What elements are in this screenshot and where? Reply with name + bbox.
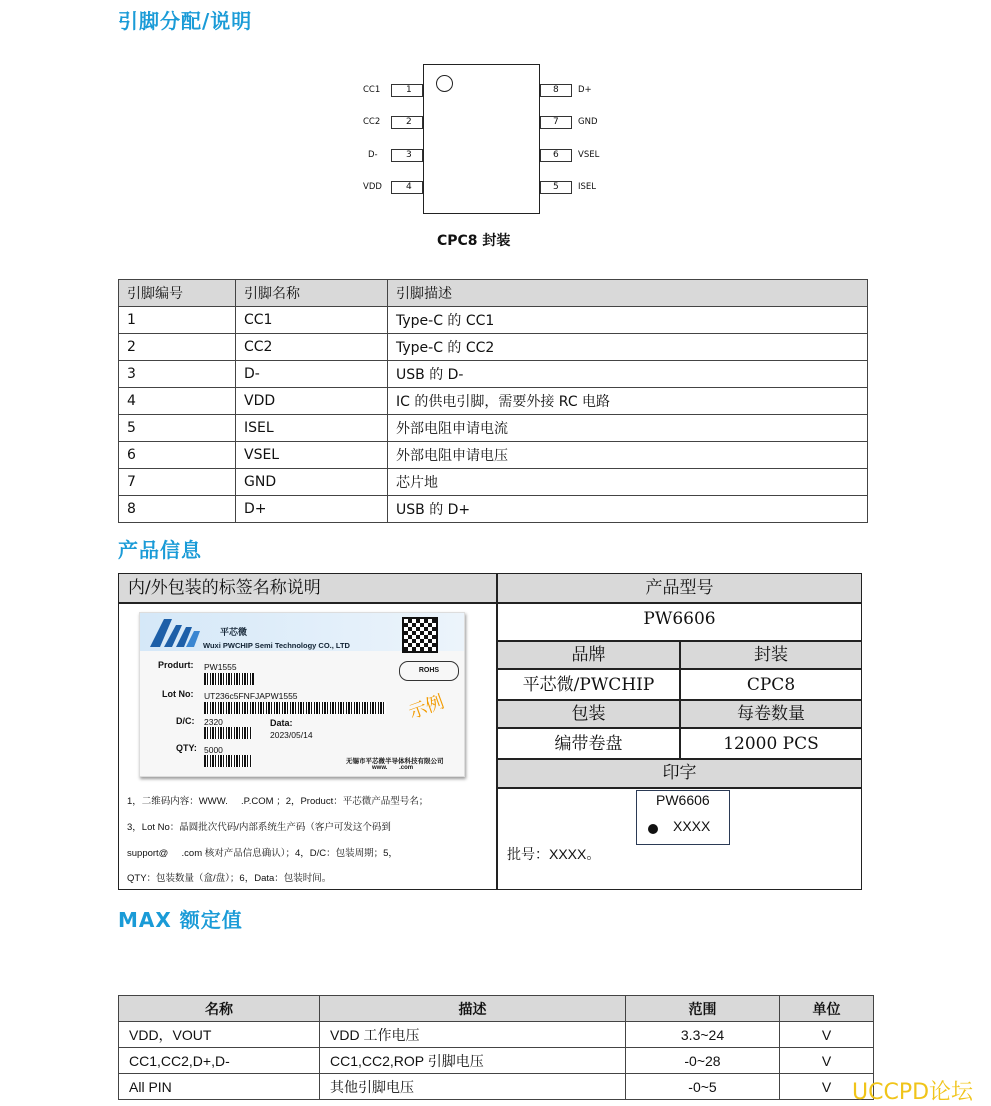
table-row bbox=[119, 415, 868, 442]
max-ratings-table bbox=[118, 995, 874, 1100]
cell: D+ bbox=[236, 496, 388, 523]
header-range: 范围 bbox=[626, 996, 780, 1022]
cell: 7 bbox=[119, 469, 236, 496]
header-desc: 描述 bbox=[320, 996, 626, 1022]
table-row bbox=[119, 496, 868, 523]
label-data-value: 2023/05/14 bbox=[270, 730, 313, 740]
label-note-line: QTY：包装数量（盒/盘）；6，Data：包装时间。 bbox=[127, 873, 332, 884]
cell: Type-C 的 CC1 bbox=[388, 307, 868, 334]
cell: V bbox=[780, 1074, 874, 1100]
cell: 外部电阻申请电流 bbox=[388, 415, 868, 442]
cell: IC 的供电引脚，需要外接 RC 电路 bbox=[388, 388, 868, 415]
cell: 4 bbox=[119, 388, 236, 415]
label-footer-cn: 无锡市平芯微半导体科技有限公司 bbox=[346, 757, 444, 765]
label-note-line: support@ .com 核对产品信息确认）；4，D/C：包装周期；5， bbox=[127, 848, 398, 859]
qty-value: 12000 PCS bbox=[723, 734, 819, 754]
table-row bbox=[119, 307, 868, 334]
label-desc-header: 内/外包装的标签名称说明 bbox=[119, 574, 497, 603]
cell: USB 的 D+ bbox=[388, 496, 868, 523]
pin-number-box: 3 bbox=[391, 149, 423, 162]
cell: CC1,CC2,ROP 引脚电压 bbox=[320, 1048, 626, 1074]
pin-number-box: 1 bbox=[391, 84, 423, 97]
table-row bbox=[119, 334, 868, 361]
label-note-line: 1，二维码内容：WWW. .P.COM ；2，Product：平芯微产品型号名； bbox=[127, 796, 429, 807]
cell: 5 bbox=[119, 415, 236, 442]
header-name: 名称 bbox=[119, 996, 320, 1022]
brand-value: 平芯微/PWCHIP bbox=[522, 675, 655, 695]
package-value: CPC8 bbox=[746, 675, 796, 695]
cell: CC1,CC2,D+,D- bbox=[119, 1048, 320, 1074]
table-row bbox=[119, 469, 868, 496]
model-header: 产品型号 bbox=[498, 574, 861, 603]
marking-line2: XXXX bbox=[673, 818, 711, 834]
pin1-marker-icon bbox=[436, 75, 453, 92]
barcode-icon bbox=[204, 727, 252, 739]
header-unit: 单位 bbox=[780, 996, 874, 1022]
pin-number-box: 6 bbox=[540, 149, 572, 162]
brand-header: 品牌 bbox=[498, 642, 679, 669]
marking-header: 印字 bbox=[498, 760, 861, 787]
pin-number-box: 7 bbox=[540, 116, 572, 129]
pack-value: 编带卷盘 bbox=[554, 734, 623, 754]
cell: 1 bbox=[119, 307, 236, 334]
cell: All PIN bbox=[119, 1074, 320, 1100]
barcode-icon bbox=[204, 755, 252, 767]
pin-label: D+ bbox=[578, 85, 592, 95]
label-qty-value: 5000 bbox=[204, 745, 223, 755]
label-company: Wuxi PWCHIP Semi Technology CO., LTD bbox=[203, 641, 350, 650]
table-row bbox=[119, 388, 868, 415]
label-footer-url: www. .com bbox=[372, 765, 414, 771]
pin-label: CC1 bbox=[363, 85, 381, 95]
sample-label-image bbox=[139, 612, 465, 777]
pin-label: VDD bbox=[363, 182, 382, 192]
cell: V bbox=[780, 1022, 874, 1048]
barcode-icon bbox=[204, 673, 254, 685]
cell: 外部电阻申请电压 bbox=[388, 442, 868, 469]
table-row bbox=[119, 1074, 874, 1100]
label-lot-value: UT236c5FNFJAPW1555 bbox=[204, 691, 298, 701]
pin-label: GND bbox=[578, 117, 598, 127]
cell: 8 bbox=[119, 496, 236, 523]
cell: V bbox=[780, 1048, 874, 1074]
sample-stamp: 示例 bbox=[406, 691, 448, 724]
label-dc: D/C: bbox=[176, 716, 195, 726]
label-qty: QTY: bbox=[176, 743, 197, 753]
pin-label: CC2 bbox=[363, 117, 381, 127]
cell: Type-C 的 CC2 bbox=[388, 334, 868, 361]
pin-number-box: 5 bbox=[540, 181, 572, 194]
section-heading-product: 产品信息 bbox=[118, 538, 202, 562]
section-heading-pins: 引脚分配/说明 bbox=[118, 9, 253, 33]
cell: VDD bbox=[236, 388, 388, 415]
cell: USB 的 D- bbox=[388, 361, 868, 388]
cell: -0~5 bbox=[626, 1074, 780, 1100]
label-lot: Lot No: bbox=[162, 689, 194, 699]
label-note-line: 3，Lot No：晶圆批次代码/内部系统生产码（客户可发这个码到 bbox=[127, 822, 391, 833]
label-produrt-value: PW1555 bbox=[204, 662, 237, 672]
package-header: 封装 bbox=[681, 642, 861, 669]
cell: -0~28 bbox=[626, 1048, 780, 1074]
barcode-icon bbox=[204, 702, 386, 714]
label-produrt: Produrt: bbox=[158, 660, 194, 670]
cell: CC1 bbox=[236, 307, 388, 334]
cell: ISEL bbox=[236, 415, 388, 442]
watermark: UCCPD论坛 bbox=[852, 1080, 974, 1105]
marking-line1: PW6606 bbox=[656, 792, 710, 808]
header-pin-name: 引脚名称 bbox=[236, 280, 388, 307]
cell: GND bbox=[236, 469, 388, 496]
cell: 2 bbox=[119, 334, 236, 361]
pwchip-logo-icon bbox=[150, 617, 206, 649]
cell: 芯片地 bbox=[388, 469, 868, 496]
cell: CC2 bbox=[236, 334, 388, 361]
table-row bbox=[119, 1048, 874, 1074]
pin-number-box: 8 bbox=[540, 84, 572, 97]
pin-number-box: 2 bbox=[391, 116, 423, 129]
chip-body bbox=[423, 64, 540, 214]
table-header-row bbox=[119, 996, 874, 1022]
marking-box bbox=[636, 790, 730, 845]
header-pin-number: 引脚编号 bbox=[119, 280, 236, 307]
pin-label: ISEL bbox=[578, 182, 597, 192]
pin-label: D- bbox=[368, 150, 378, 160]
pin-number-box: 4 bbox=[391, 181, 423, 194]
batch-text: 批号：XXXX。 bbox=[507, 846, 601, 862]
cell: D- bbox=[236, 361, 388, 388]
pin-table bbox=[118, 279, 868, 523]
header-pin-desc: 引脚描述 bbox=[388, 280, 868, 307]
label-data: Data: bbox=[270, 718, 293, 728]
model-value: PW6606 bbox=[643, 609, 716, 629]
pack-header: 包装 bbox=[498, 701, 679, 728]
rohs-badge: ROHS bbox=[399, 661, 459, 681]
qty-header: 每卷数量 bbox=[681, 701, 861, 728]
package-caption: CPC8 封装 bbox=[437, 233, 511, 249]
label-brand-cn: 平芯微 bbox=[220, 628, 248, 638]
table-row bbox=[119, 442, 868, 469]
section-heading-max: MAX 额定值 bbox=[118, 908, 243, 932]
table-header-row bbox=[119, 280, 868, 307]
cell: 3.3~24 bbox=[626, 1022, 780, 1048]
label-dc-value: 2320 bbox=[204, 717, 223, 727]
cell: VDD 工作电压 bbox=[320, 1022, 626, 1048]
bullet-dot-icon bbox=[648, 824, 658, 834]
pin-label: VSEL bbox=[578, 150, 600, 160]
cell: 3 bbox=[119, 361, 236, 388]
qr-code-icon bbox=[402, 617, 438, 653]
cell: VSEL bbox=[236, 442, 388, 469]
cell: 6 bbox=[119, 442, 236, 469]
cell: 其他引脚电压 bbox=[320, 1074, 626, 1100]
table-row bbox=[119, 361, 868, 388]
cell: VDD，VOUT bbox=[119, 1022, 320, 1048]
table-row bbox=[119, 1022, 874, 1048]
